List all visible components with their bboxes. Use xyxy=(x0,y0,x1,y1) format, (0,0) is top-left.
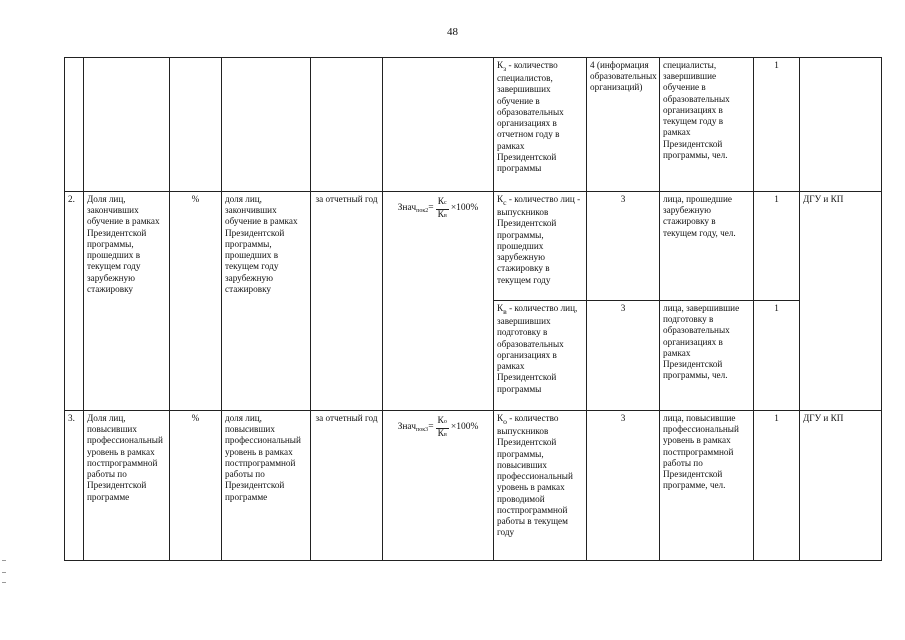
source-cell: 4 (информация образовательных организаций) xyxy=(587,58,660,192)
source-cell: 3 xyxy=(587,411,660,561)
numerator-subscript: с xyxy=(444,200,447,206)
variable-subscript: о xyxy=(503,416,507,426)
variable-symbol: К xyxy=(497,413,504,423)
page-number: 48 xyxy=(447,26,458,38)
unit-cell: % xyxy=(170,411,222,561)
definition-cell xyxy=(222,58,311,192)
formula-numerator xyxy=(436,416,449,429)
unit-name-cell: лица, прошедшие зарубежную стажировку в текущем году, чел. xyxy=(660,192,754,301)
denominator-subscript: в xyxy=(443,431,447,438)
scan-edge-mark xyxy=(2,560,6,561)
definition-cell: доля лиц, закончивших обучение в рамках Президентской программы, прошедших в текущем году зарубежную стажировку xyxy=(222,192,311,411)
table-row xyxy=(65,411,882,561)
numerator-symbol: К xyxy=(437,416,444,426)
unit-name-cell: специалисты, завершившие обучение в образовательных организациях в текущем году в рамках Президентской программы, чел. xyxy=(660,58,754,192)
indicator-name-cell: Доля лиц, закончивших обучение в рамках Президентской программы, прошедших в текущем году зарубежную стажировку xyxy=(84,192,170,411)
variable-symbol: К xyxy=(497,303,504,313)
formula-cell xyxy=(383,411,494,561)
period-cell xyxy=(311,58,383,192)
unit-cell: % xyxy=(170,192,222,411)
scan-edge-mark xyxy=(2,582,6,583)
period-cell: за отчетный год xyxy=(311,411,383,561)
variable-subscript: с xyxy=(503,197,507,207)
variable-symbol: К xyxy=(497,194,504,204)
unit-name-cell: лица, повысившие профессиональный уровень в рамках постпрограммной работы по Президентской программе, чел. xyxy=(660,411,754,561)
source-cell: 3 xyxy=(587,192,660,301)
variable-description: - количество специалистов, завершивших обучение в образовательных организациях в отчетном году в рамках Президентской программы xyxy=(497,60,564,173)
formula-cell xyxy=(383,192,494,411)
responsible-cell: ДГУ и КП xyxy=(800,192,882,411)
formula-denominator xyxy=(436,429,449,441)
formula-subscript: пок3 xyxy=(416,427,429,434)
formula-suffix: ×100% xyxy=(450,203,479,214)
level-cell: 1 xyxy=(754,301,800,411)
denominator-symbol: К xyxy=(437,209,444,220)
period-cell: за отчетный год xyxy=(311,192,383,411)
unit-name-cell: лица, завершившие подготовку в образовательных организациях в рамках Президентской программы, чел. xyxy=(660,301,754,411)
formula-prefix: Знач xyxy=(397,422,417,433)
level-cell: 1 xyxy=(754,192,800,301)
variable-cell xyxy=(494,58,587,192)
unit-cell xyxy=(170,58,222,192)
indicator-name-cell: Доля лиц, повысивших профессиональный уровень в рамках постпрограммной работы по Президентской программе xyxy=(84,411,170,561)
variable-symbol: К xyxy=(497,60,504,70)
formula-equals: = xyxy=(428,203,434,214)
variable-description: - количество выпускников Президентской программы, повысивших профессиональный уровень в рамках проводимой постпрограммной работы в текущем году xyxy=(497,413,573,538)
table-row xyxy=(65,192,882,301)
denominator-symbol: К xyxy=(437,428,444,439)
indicator-name-cell xyxy=(84,58,170,192)
variable-cell xyxy=(494,192,587,301)
numerator-symbol: К xyxy=(437,197,445,207)
formula-numerator xyxy=(436,197,449,210)
indicator-table xyxy=(64,57,882,561)
formula xyxy=(386,197,490,221)
formula-subscript: пок2 xyxy=(416,208,429,215)
formula-denominator xyxy=(436,210,449,222)
formula-fraction xyxy=(436,197,449,221)
row-number-cell: 2. xyxy=(65,192,84,411)
level-cell: 1 xyxy=(754,58,800,192)
definition-cell: доля лиц, повысивших профессиональный уровень в рамках постпрограммной работы по Президентской программе xyxy=(222,411,311,561)
responsible-cell: ДГУ и КП xyxy=(800,411,882,561)
source-cell: 3 xyxy=(587,301,660,411)
formula-cell xyxy=(383,58,494,192)
variable-subscript: з xyxy=(503,63,507,73)
variable-cell xyxy=(494,301,587,411)
formula-equals: = xyxy=(428,422,434,433)
formula xyxy=(386,416,490,440)
variable-description: - количество лиц - выпускников Президентской программы, прошедших зарубежную стажировку в текущем году xyxy=(497,194,581,285)
scan-edge-mark xyxy=(2,572,6,573)
variable-cell xyxy=(494,411,587,561)
responsible-cell xyxy=(800,58,882,192)
denominator-subscript: в xyxy=(443,212,447,219)
formula-suffix: ×100% xyxy=(450,422,479,433)
formula-fraction xyxy=(436,416,449,440)
numerator-subscript: о xyxy=(443,419,447,425)
variable-description: - количество лиц, завершивших подготовку в образовательных организациях в рамках Президентской программы xyxy=(497,303,578,394)
formula-prefix: Знач xyxy=(397,203,417,214)
variable-subscript: в xyxy=(503,306,507,316)
row-number-cell: 3. xyxy=(65,411,84,561)
level-cell: 1 xyxy=(754,411,800,561)
row-number-cell xyxy=(65,58,84,192)
table-row xyxy=(65,58,882,192)
